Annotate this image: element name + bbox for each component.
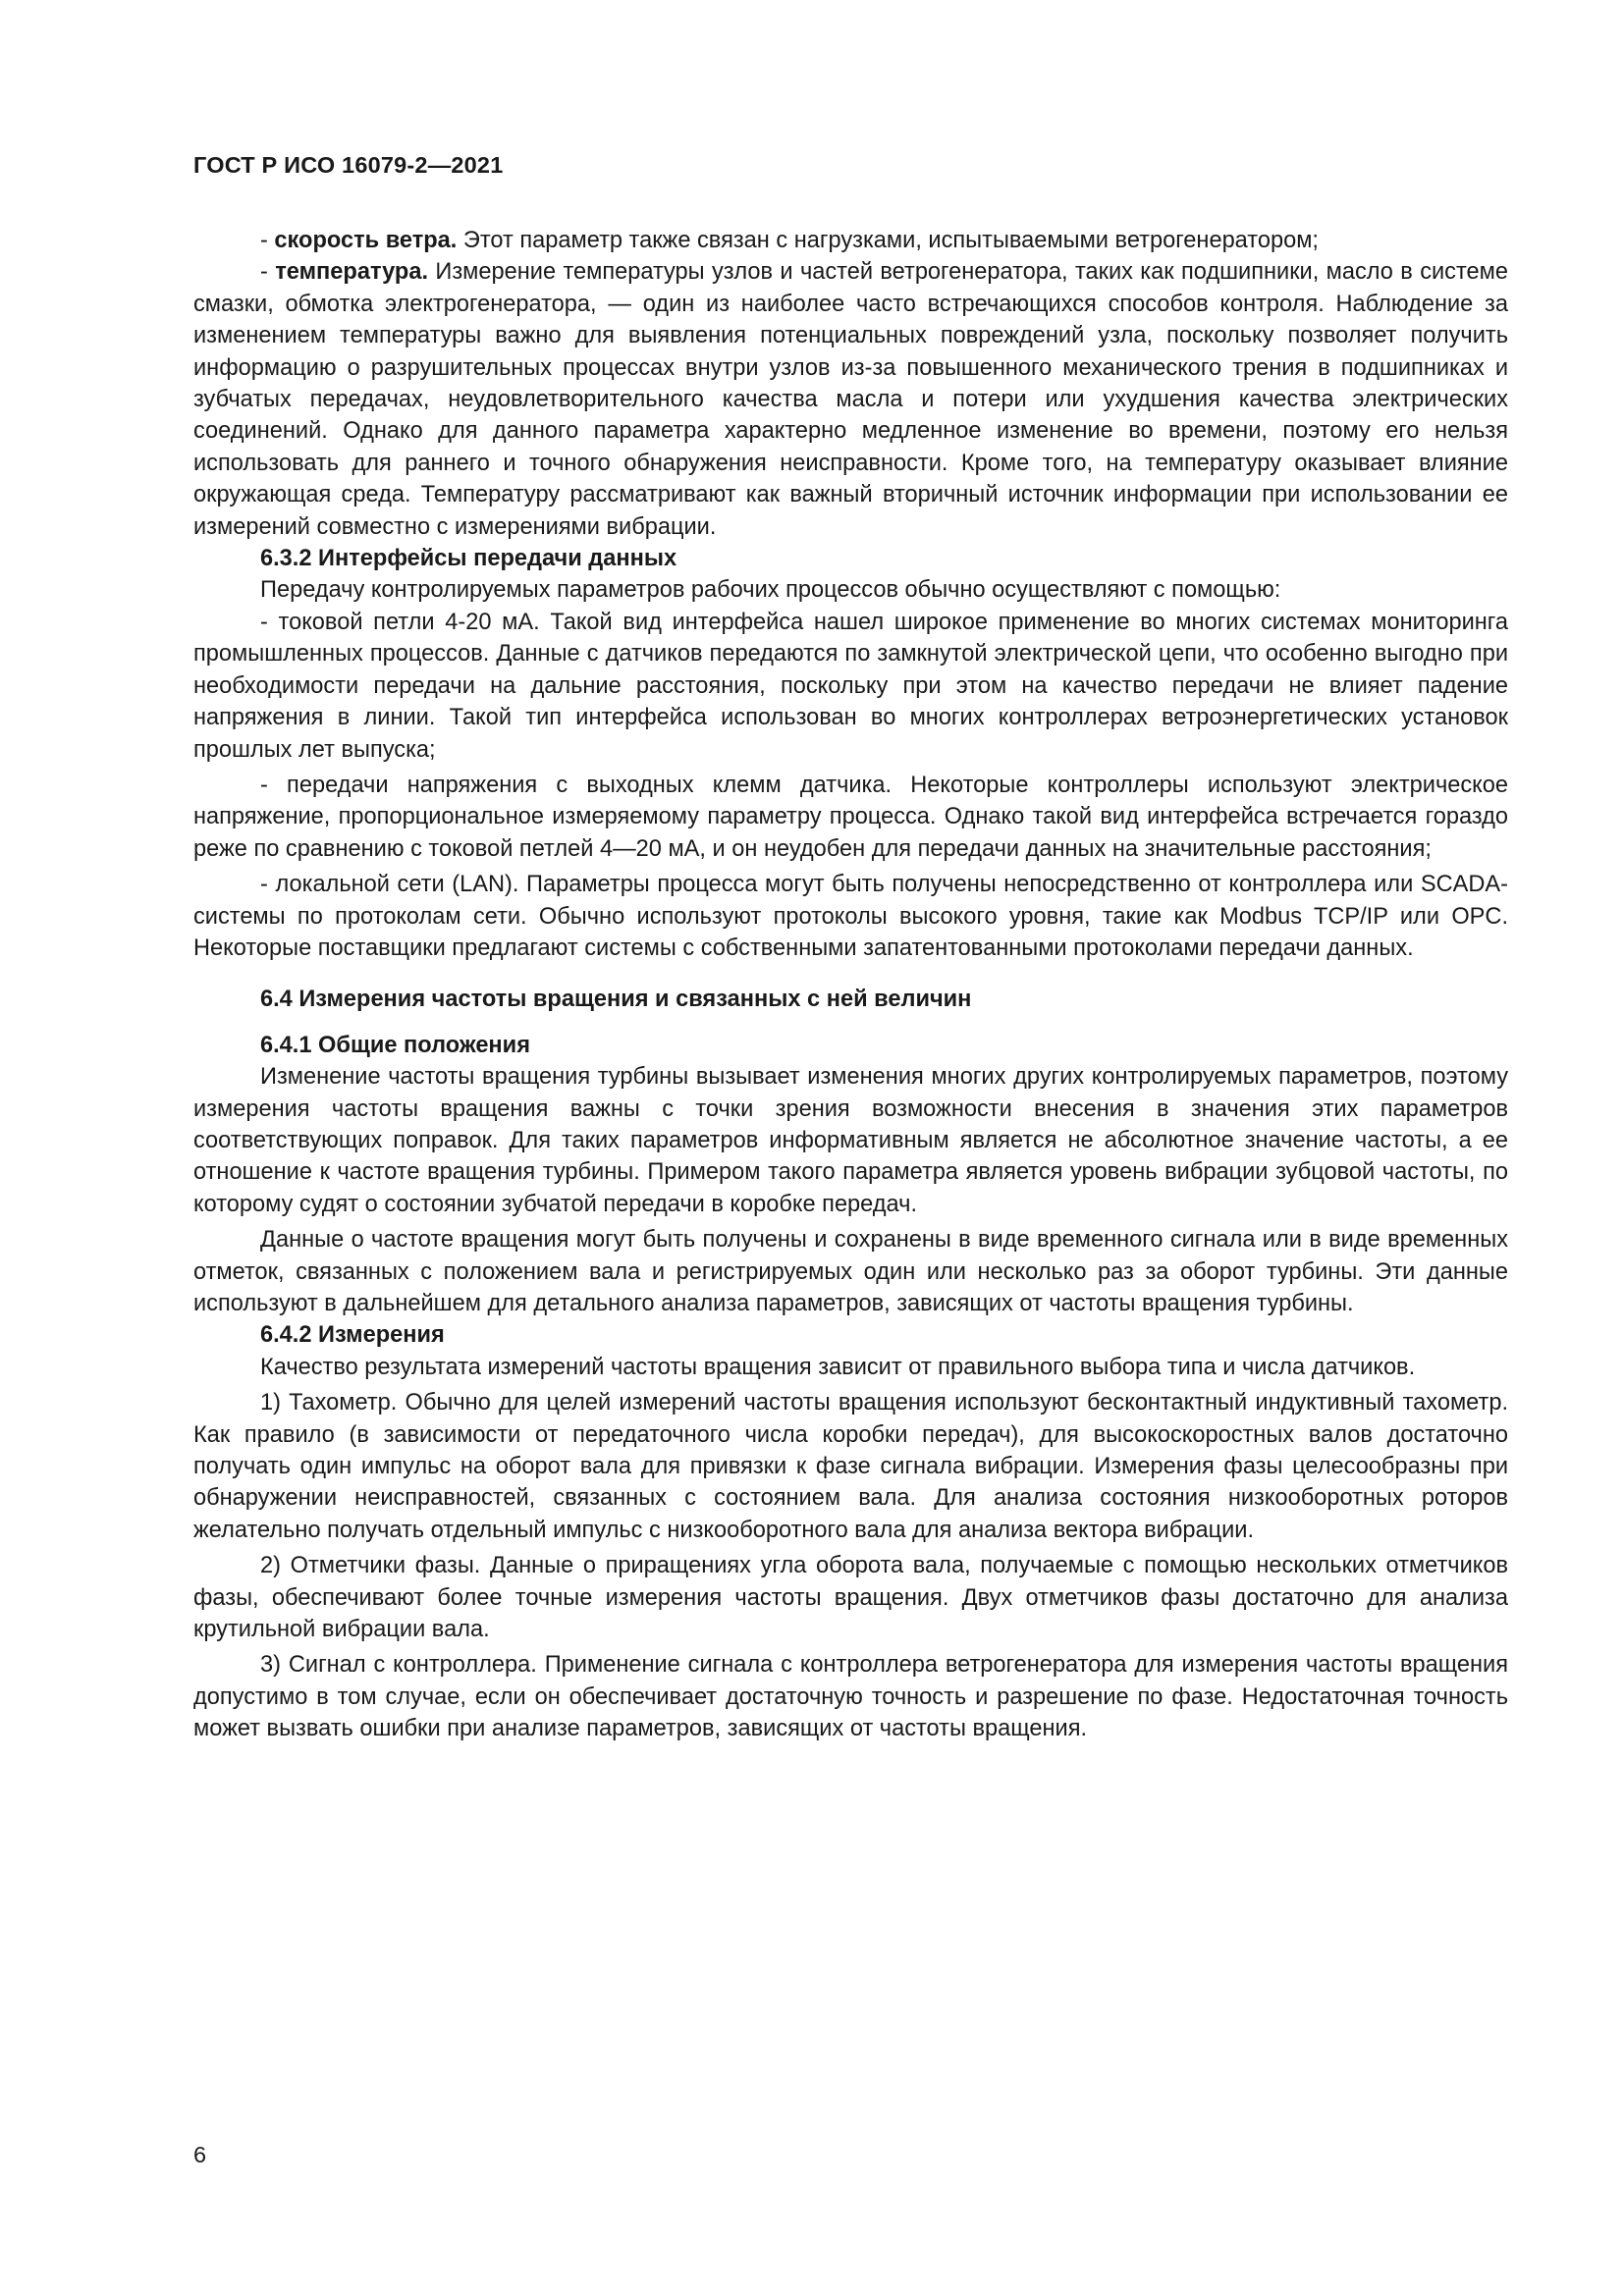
paragraph-phase-markers: 2) Отметчики фазы. Данные о приращениях угла оборота вала, получаемые с помощью нескольких отметчиков фазы, обеспечивают более точные измерения частоты вращения. Двух отметчиков фазы достаточно для анализа крутильной вибрации вала.: [193, 1553, 1508, 1643]
paragraph-rotation-data: Данные о частоте вращения могут быть получены и сохранены в виде временного сигнала или в виде временных отметок, связанных с положением вала и регистрируемых один или несколько раз за оборот турбины. Эти данные используют в дальнейшем для детального анализа параметров, зависящих от частоты вращения турбины.: [193, 1227, 1508, 1316]
document-body: [193, 225, 1508, 1745]
paragraph-temperature: - температура. Измерение температуры узлов и частей ветрогенератора, таких как подшипники, масло в системе смазки, обмотка электрогенератора, — один из наиболее часто встречающихся способов контроля. Наблюдение за изменением температуры важно для выявления потенциальных повреждений узла, поскольку позволяет получить информацию о разрушительных процессах внутри узлов из-за повышенного механического трения в подшипниках и зубчатых передачах, неудовлетворительного качества масла и потери или ухудшения качества электрических соединений. Однако для данного параметра характерно медленное изменение во времени, поэтому его нельзя использовать для раннего и точного обнаружения неисправности. Кроме того, на температуру оказывает влияние окружающая среда. Температуру рассматривают как важный вторичный источник информации при использовании ее измерений совместно с измерениями вибрации.: [193, 259, 1508, 540]
document-page: [193, 0, 1508, 2296]
paragraph-interfaces-intro: Передачу контролируемых параметров рабочих процессов обычно осуществляют с помощью:: [260, 577, 1281, 604]
heading-6-3-2: 6.3.2 Интерфейсы передачи данных: [260, 546, 677, 572]
page-number: 6: [193, 2142, 207, 2167]
paragraph-voltage: - передачи напряжения с выходных клемм датчика. Некоторые контроллеры используют электрическое напряжение, пропорциональное измеряемому параметру процесса. Однако такой вид интерфейса встречается гораздо реже по сравнению с токовой петлей 4—20 мА, и он неудобен для передачи данных на значительные расстояния;: [193, 772, 1508, 862]
paragraph-measurement-quality: Качество результата измерений частоты вращения зависит от правильного выбора типа и числа датчиков.: [260, 1354, 1416, 1380]
standard-header: ГОСТ Р ИСО 16079-2—2021: [193, 152, 504, 178]
paragraph-current-loop: - токовой петли 4-20 мА. Такой вид интерфейса нашел широкое применение во многих системах мониторинга промышленных процессов. Данные с датчиков передаются по замкнутой электрической цепи, что особенно выгодно при необходимости передачи на дальние расстояния, поскольку при этом на качество передачи не влияет падение напряжения в линии. Такой тип интерфейса использован во многих контроллерах ветроэнергетических установок прошлых лет выпуска;: [193, 609, 1508, 763]
paragraph-tachometer: 1) Тахометр. Обычно для целей измерений частоты вращения используют бесконтактный индуктивный тахометр. Как правило (в зависимости от передаточного числа коробки передач), для высокоскоростных валов достаточно получать один импульс на оборот вала для привязки к фазе сигнала вибрации. Измерения фазы целесообразны при обнаружении неисправностей, связанных с состоянием вала. Для анализа состояния низкооборотных роторов желательно получать отдельный импульс с низкооборотного вала для анализа вектора вибрации.: [193, 1390, 1508, 1543]
term-temperature: температура.: [275, 259, 429, 286]
heading-6-4-1: 6.4.1 Общие положения: [260, 1032, 530, 1058]
paragraph-rotation-change: Изменение частоты вращения турбины вызывает изменения многих других контролируемых параметров, поэтому измерения частоты вращения важны с точки зрения возможности внесения в значения этих параметров соответствующих поправок. Для таких параметров информативным является не абсолютное значение частоты, а ее отношение к частоте вращения турбины. Примером такого параметра является уровень вибрации зубцовой частоты, по которому судят о состоянии зубчатой передачи в коробке передач.: [193, 1064, 1508, 1217]
paragraph-text: Измерение температуры узлов и частей ветрогенератора, таких как подшипники, масло в системе смазки, обмотка электрогенератора, — один из наиболее часто встречающихся способов контроля. Наблюдение за изменением температуры важно для выявления потенциальных повреждений узла, поскольку позволяет получить информацию о разрушительных процессах внутри узлов из-за повышенного механического трения в подшипниках и зубчатых передачах, неудовлетворительного качества масла и потери или ухудшения качества электрических соединений. Однако для данного параметра характерно медленное изменение во времени, поэтому его нельзя использовать для раннего и точного обнаружения неисправности. Кроме того, на температуру оказывает влияние окружающая среда. Температуру рассматривают как важный вторичный источник информации при использовании ее измерений совместно с измерениями вибрации.: [193, 259, 1508, 540]
heading-6-4: 6.4 Измерения частоты вращения и связанных с ней величин: [260, 987, 972, 1013]
paragraph-controller-signal: 3) Сигнал с контроллера. Применение сигнала с контроллера ветрогенератора для измерения частоты вращения допустимо в том случае, если он обеспечивает достаточную точность и разрешение по фазе. Недостаточная точность может вызвать ошибки при анализе параметров, зависящих от частоты вращения.: [193, 1652, 1508, 1742]
paragraph-text: Этот параметр также связан с нагрузками, испытываемыми ветрогенератором;: [457, 228, 1319, 253]
paragraph-lan: - локальной сети (LAN). Параметры процесса могут быть получены непосредственно от контроллера или SCADA-системы по протоколам сети. Обычно используют протоколы высокого уровня, такие как Modbus TCP/IP или OPC. Некоторые поставщики предлагают системы с собственными запатентованными протоколами передачи данных.: [193, 872, 1508, 961]
paragraph-wind-speed: - скорость ветра. Этот параметр также связан с нагрузками, испытываемыми ветрогенератором;: [260, 228, 1319, 253]
heading-6-4-2: 6.4.2 Измерения: [260, 1322, 445, 1349]
term-wind-speed: скорость ветра.: [274, 228, 458, 253]
